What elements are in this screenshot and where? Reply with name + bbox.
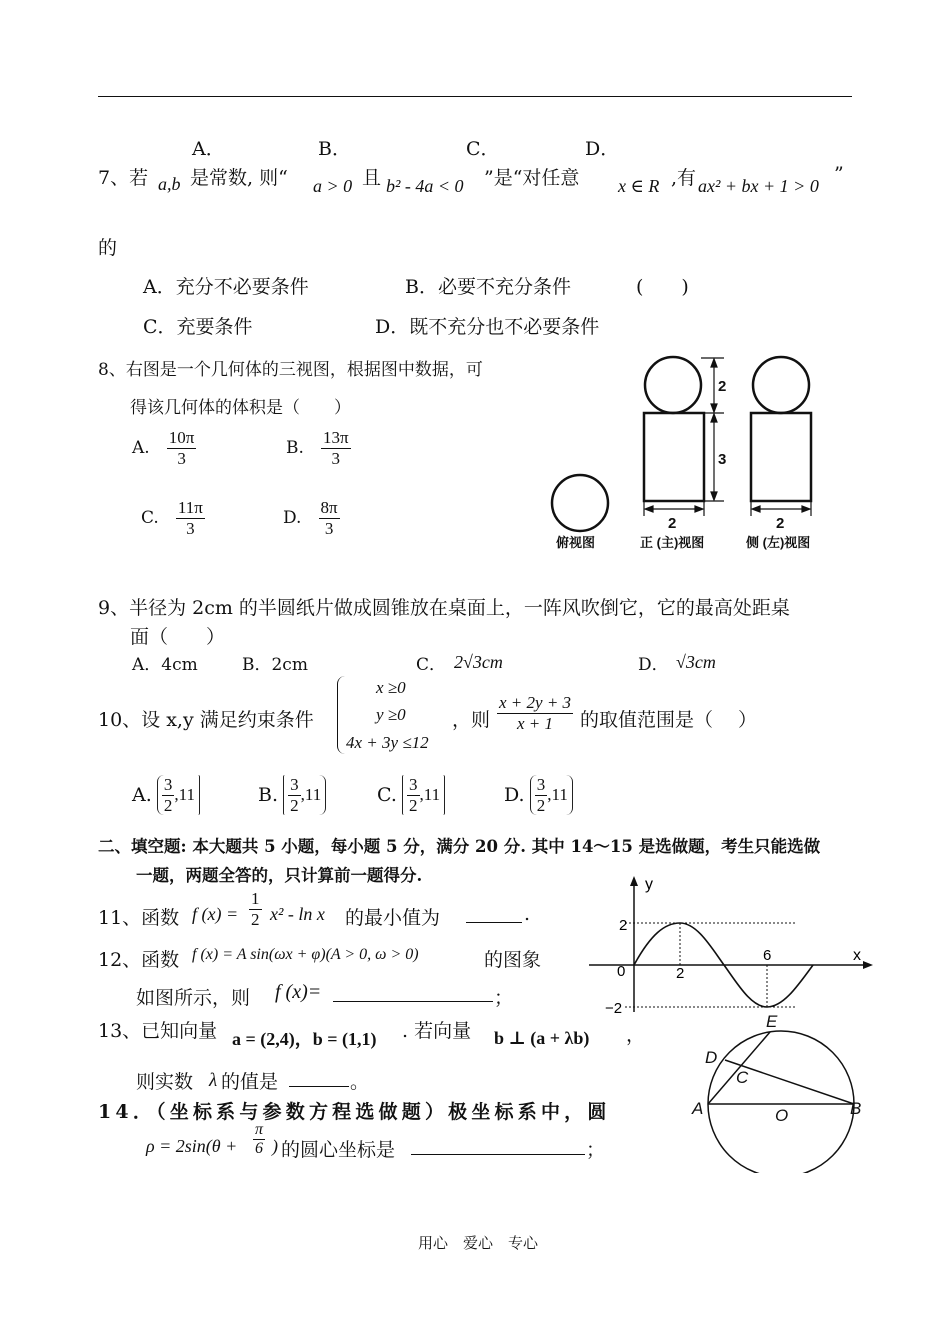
q8-option-a-num: 10π (168, 428, 195, 447)
q10-option-d (504, 775, 573, 815)
q8-option-c (141, 498, 205, 538)
q11-expr: x² - ln x (270, 904, 325, 924)
header-rule (98, 96, 852, 97)
q8-line-2: 得该几何体的体积是（ ） (130, 398, 351, 418)
q11-lead: 11、函数 (98, 907, 180, 929)
dim-front-width-label: 2 (668, 515, 677, 532)
q7-cond-x: x ∈ R (618, 176, 660, 196)
dim-top-label: 2 (718, 378, 727, 395)
side-view-sphere (753, 357, 809, 413)
q8-option-d-frac (319, 498, 340, 538)
q8-option-d (283, 498, 340, 538)
x-axis-label: x (853, 947, 861, 964)
point-a-label: A (692, 1099, 704, 1118)
q10-constraint-2: y ≥0 (376, 705, 406, 724)
y-axis-label: y (645, 876, 653, 893)
y-tick-neg2: −2 (605, 1000, 623, 1017)
q14-lead: 14．（坐标系与参数方程选做题）极坐标系中，圆 (98, 1101, 611, 1123)
q10-constraint-1: x ≥0 (376, 678, 406, 697)
x-tick-2: 2 (676, 965, 685, 982)
q8-option-a-label: A. (132, 438, 150, 459)
q7-have: ,有 (671, 167, 697, 189)
dim-mid-label: 3 (718, 451, 727, 468)
q8-option-b (286, 428, 351, 468)
q10-then: ，则 (452, 709, 491, 731)
q10-constraint-3: 4x + 3y ≤12 (346, 733, 429, 752)
three-view-figure (540, 350, 840, 560)
q7-option-c: C．充要条件 (143, 316, 253, 338)
q8-option-b-num: 13π (323, 428, 349, 447)
q8-option-a (132, 428, 196, 468)
q7-ab: a,b (158, 174, 181, 194)
q7-close-quote: ” (834, 163, 844, 185)
q10-option-c-label: C. (377, 784, 397, 807)
q8-option-d-label: D. (283, 508, 302, 529)
q12-lead: 12、函数 (98, 949, 180, 971)
point-o-label: O (775, 1106, 789, 1125)
q9-option-c-value: 2√3cm (454, 652, 503, 672)
q12-fx: f (x)= (275, 981, 322, 1003)
q13-lead: 13、已知向量 (98, 1020, 218, 1042)
q11-tail: 的最小值为 (345, 907, 441, 929)
q13-end: ， (626, 1024, 646, 1046)
q8-option-c-den: 3 (186, 518, 195, 538)
top-view-label: 俯视图 (556, 535, 596, 550)
q13-mid: . 若向量 (402, 1020, 472, 1042)
q13-line-2: 则实数 (136, 1071, 194, 1093)
q13-perp: b ⊥ (a + λb) (494, 1028, 590, 1048)
q9-line-2: 面（ ） (130, 626, 226, 648)
q7-number: 7、若 (98, 167, 149, 189)
q10-option-a (132, 775, 200, 815)
q8-line-1: 8、右图是一个几何体的三视图，根据图中数据，可 (98, 360, 483, 380)
y-tick-2: 2 (619, 917, 628, 934)
q10-option-a-interval: $\frac{3}{2}$ ,11 (157, 775, 200, 815)
top-view-circle (552, 475, 608, 531)
q14-tail: 的圆心坐标是 (281, 1139, 396, 1161)
point-d-label: D (705, 1048, 718, 1067)
q11-fx: f (x) = (192, 904, 239, 924)
q11-end: . (524, 903, 531, 925)
q10-option-b-interval: $\frac{3}{2}$ ,11 (283, 775, 326, 815)
q7-text-2: ”是“对任意 (484, 167, 580, 189)
q14-answer-blank[interactable] (411, 1154, 585, 1155)
q10-option-a-label: A. (132, 784, 152, 807)
q11-half: $\frac{1}{2}$ (251, 889, 260, 929)
q10-option-d-interval: $\frac{3}{2}$ ,11 (530, 775, 573, 815)
q9-option-d-value: √3cm (676, 652, 716, 672)
origin-label: 0 (617, 963, 626, 980)
q13-line-2b: 的值是 (221, 1071, 279, 1093)
q8-option-a-frac (167, 428, 197, 468)
q10-lead: 10、设 x,y 满足约束条件 (98, 709, 314, 731)
q7-answer-bracket: ( ) (636, 276, 689, 298)
q9-option-b: B．2cm (242, 655, 308, 675)
q10-expression-den: x + 1 (517, 713, 554, 733)
q10-option-c (377, 775, 445, 815)
q10-option-b (258, 775, 326, 815)
q8-option-a-den: 3 (177, 448, 186, 468)
q14-pi-6: $\frac{\pi}{6}$ (255, 1121, 264, 1158)
q9-line-1: 9、半径为 2cm 的半圆纸片做成圆锥放在桌面上，一阵风吹倒它，它的最高处距桌 (98, 597, 790, 619)
q10-expression-num: x + 2y + 3 (499, 693, 572, 712)
q11-answer-blank[interactable] (466, 922, 522, 923)
q8-option-d-den: 3 (324, 518, 334, 538)
q12-answer-blank[interactable] (333, 1001, 493, 1002)
q7-text-1: 是常数, 则“ (190, 167, 288, 189)
q10-tail: 的取值范围是（ ） (580, 709, 758, 731)
q14-eq-left: ρ = 2sin(θ + (146, 1136, 238, 1156)
q7-option-b: B．必要不充分条件 (405, 276, 571, 298)
q10-option-c-interval: $\frac{3}{2}$ ,11 (402, 775, 445, 815)
q12-function: f (x) = A sin(ωx + φ)(A > 0, ω > 0) (192, 946, 419, 963)
q10-option-d-label: D. (504, 784, 525, 807)
q7-ineq: ax² + bx + 1 > 0 (698, 176, 819, 196)
point-b-label: B (850, 1099, 862, 1118)
q7-option-d: D．既不充分也不必要条件 (375, 316, 600, 338)
sine-graph (585, 872, 875, 1017)
front-view-cylinder (644, 413, 704, 501)
q6-option-a: A． (192, 138, 225, 160)
q8-option-b-label: B. (286, 438, 304, 459)
section-2-line-1: 二、填空题: 本大题共 5 小题，每小题 5 分，满分 20 分. 其中 14～15 是选做题，考生只能选做 (98, 837, 821, 856)
q6-option-b: B． (318, 138, 351, 160)
q7-cond-b: b² - 4a < 0 (386, 176, 464, 196)
front-view-sphere (645, 357, 701, 413)
q7-and: 且 (362, 167, 382, 189)
point-e-label: E (766, 1012, 778, 1031)
side-view-label: 侧 (左)视图 (746, 535, 811, 550)
page-footer: 用心 爱心 专心 (418, 1234, 539, 1252)
front-view-label: 正 (主)视图 (640, 535, 705, 550)
q7-option-a: A．充分不必要条件 (143, 276, 309, 298)
q8-option-b-frac (321, 428, 351, 468)
q9-option-d-label: D． (638, 655, 669, 675)
q8-option-d-num: 8π (320, 498, 338, 517)
x-tick-6: 6 (763, 947, 772, 964)
q8-option-c-num: 11π (177, 498, 203, 517)
q13-vectors: a = (2,4)，b = (1,1) (232, 1029, 377, 1049)
q9-option-a: A．4cm (132, 655, 198, 675)
q12-tail: 的图象 (484, 949, 542, 971)
q7-cond-a: a > 0 (313, 176, 353, 196)
q9-option-c-label: C． (416, 655, 447, 675)
q8-option-c-label: C. (141, 508, 159, 529)
circle (708, 1031, 854, 1173)
dim-side-width-label: 2 (776, 515, 785, 532)
q14-eq-right: ) (272, 1136, 278, 1156)
q7-de: 的 (98, 237, 118, 259)
q6-option-d: D． (585, 138, 620, 160)
q12-line-2: 如图所示，则 (136, 987, 251, 1009)
section-2-line-2: 一题，两题全答的，只计算前一题得分. (136, 866, 423, 885)
point-c-label: C (736, 1068, 749, 1087)
q14-end: ； (586, 1139, 606, 1161)
q13-end-2: 。 (350, 1071, 370, 1093)
side-view-cylinder (751, 413, 811, 501)
q8-option-b-den: 3 (331, 448, 341, 468)
q10-expression (497, 693, 573, 733)
q12-end: ； (494, 987, 514, 1009)
q10-option-b-label: B. (258, 784, 279, 807)
q13-answer-blank[interactable] (289, 1086, 349, 1087)
q13-lambda: λ (209, 1070, 218, 1091)
q6-option-c: C． (466, 138, 500, 160)
q8-option-c-frac (176, 498, 205, 538)
circle-geometry-figure (680, 1008, 880, 1173)
